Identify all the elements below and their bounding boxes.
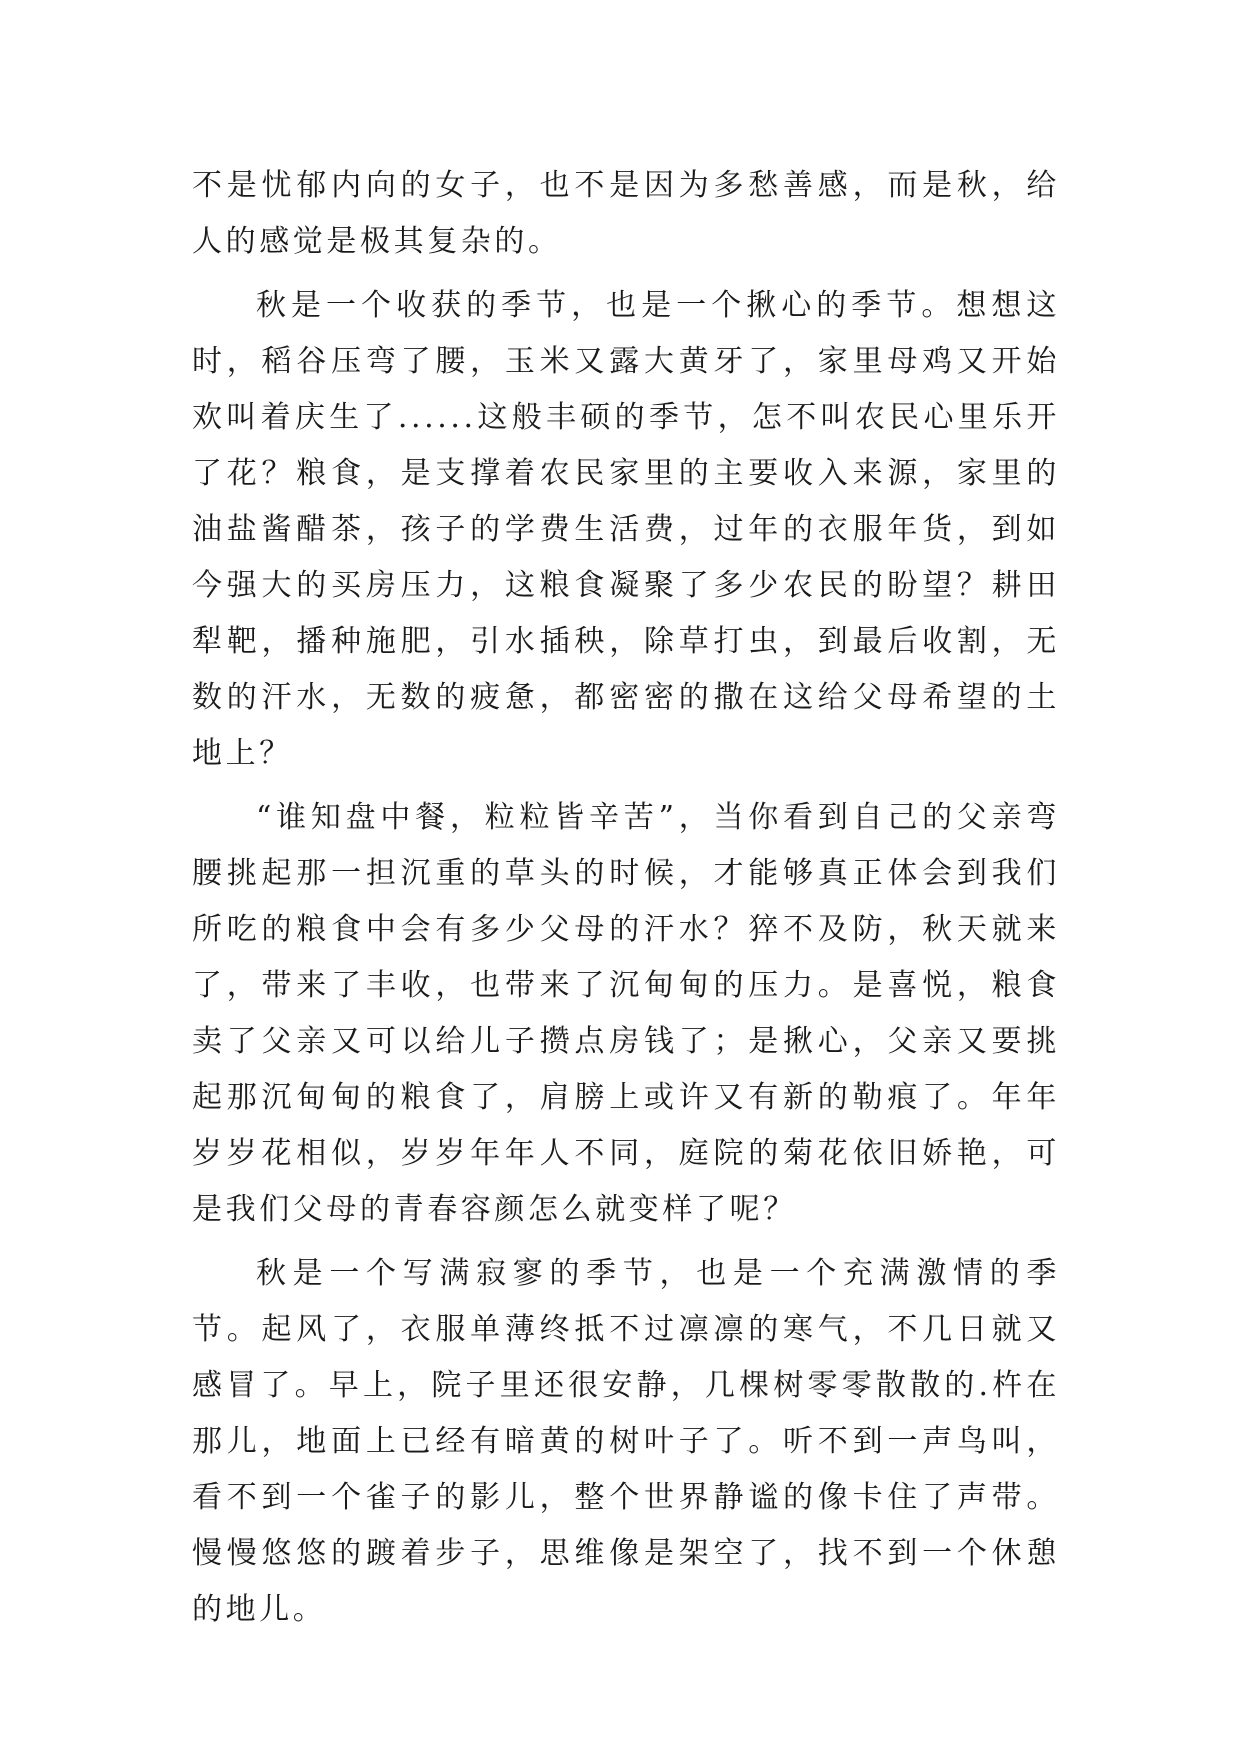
paragraph-1: 不是忧郁内向的女子，也不是因为多愁善感，而是秋，给人的感觉是极其复杂的。: [192, 168, 1060, 259]
paragraph-4: 秋是一个写满寂寥的季节，也是一个充满激情的季节。起风了，衣服单薄终抵不过凛凛的寒气，不几日就又感冒了。早上，院子里还很安静，几棵树零零散散的.杵在那儿，地面上已经有暗黄的树叶子了。听不到一声鸟叫，看不到一个雀子的影儿，整个世界静谧的像卡住了声带。慢慢悠悠的踱着步子，思维像是架空了，找不到一个休憩的地儿。: [192, 1256, 1060, 1627]
paragraph-2: 秋是一个收获的季节，也是一个揪心的季节。想想这时，稻谷压弯了腰，玉米又露大黄牙了，家里母鸡又开始欢叫着庆生了......这般丰硕的季节，怎不叫农民心里乐开了花？粮食，是支撑着农民家里的主要收入来源，家里的油盐酱醋茶，孩子的学费生活费，过年的衣服年货，到如今强大的买房压力，这粮食凝聚了多少农民的盼望？耕田犁靶，播种施肥，引水插秧，除草打虫，到最后收割，无数的汗水，无数的疲惫，都密密的撒在这给父母希望的土地上？: [192, 288, 1060, 771]
document-body: [192, 158, 1060, 1646]
paragraph-3: “谁知盘中餐，粒粒皆辛苦”，当你看到自己的父亲弯腰挑起那一担沉重的草头的时候，才能够真正体会到我们所吃的粮食中会有多少父母的汗水？猝不及防，秋天就来了，带来了丰收，也带来了沉甸甸的压力。是喜悦，粮食卖了父亲又可以给儿子攒点房钱了；是揪心，父亲又要挑起那沉甸甸的粮食了，肩膀上或许又有新的勒痕了。年年岁岁花相似，岁岁年年人不同，庭院的菊花依旧娇艳，可是我们父母的青春容颜怎么就变样了呢？: [192, 800, 1060, 1227]
